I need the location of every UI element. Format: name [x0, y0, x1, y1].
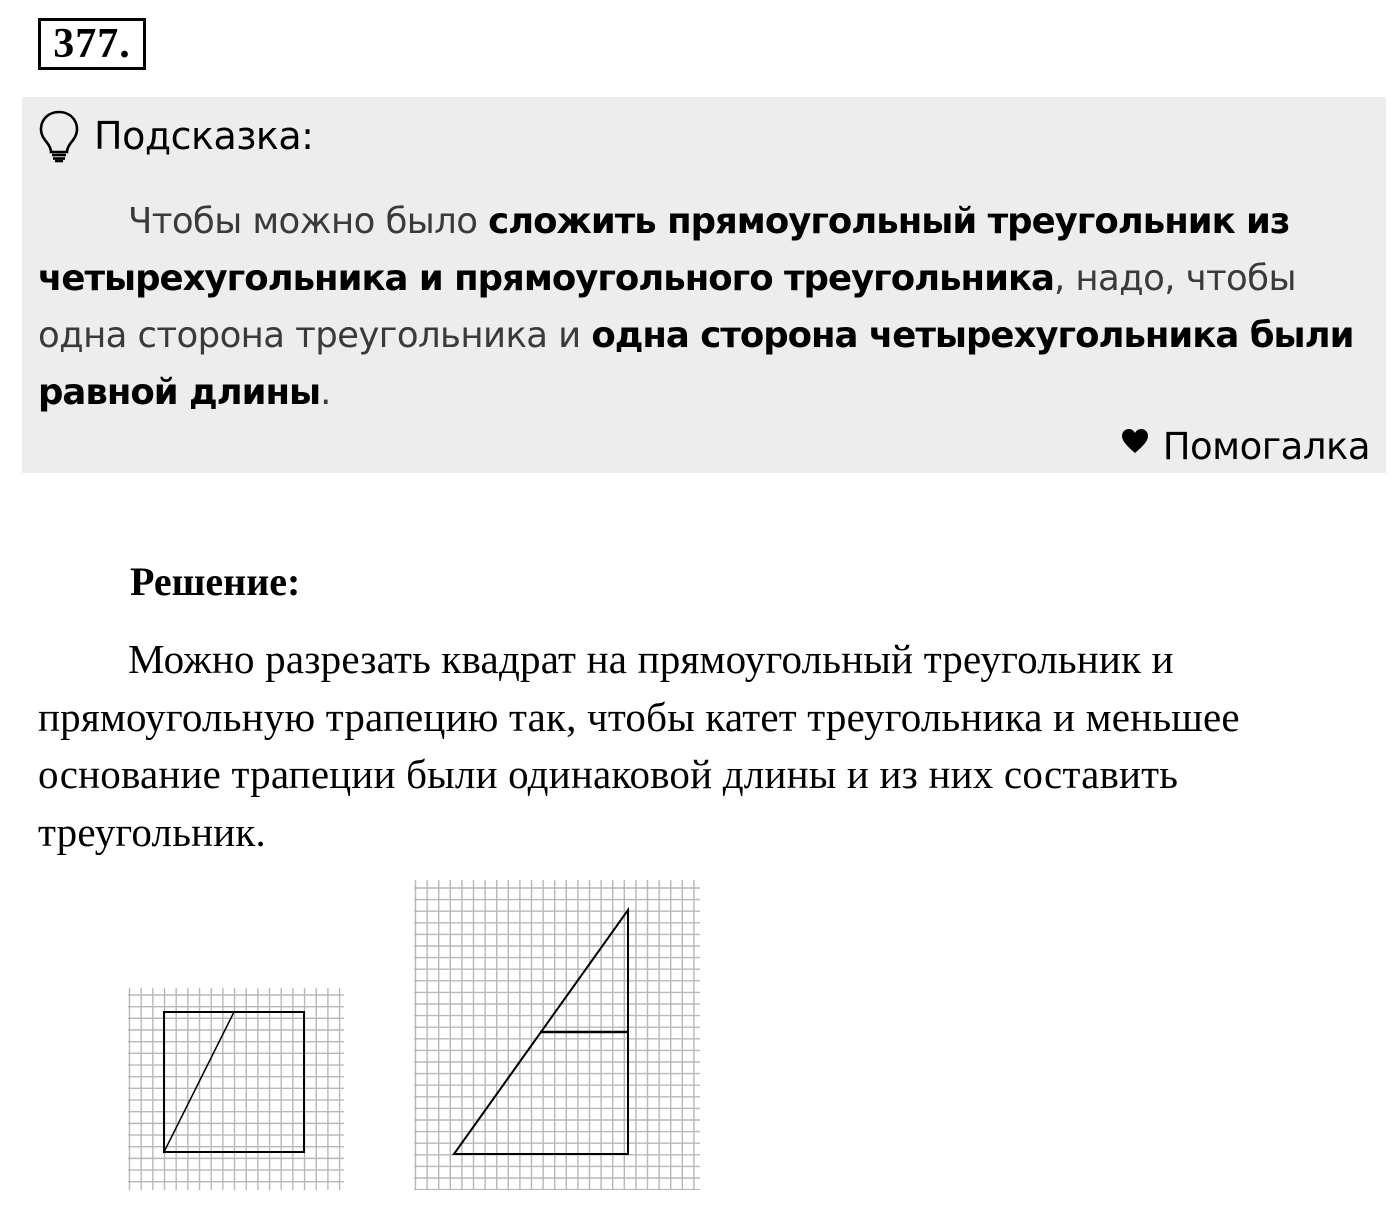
- hint-text-part: .: [320, 372, 331, 413]
- heart-icon: [1121, 428, 1149, 454]
- task-number: 377.: [38, 18, 146, 70]
- hint-source-label: Помогалка: [1162, 424, 1370, 468]
- square-cut-figure: [128, 988, 344, 1190]
- solution-text: Можно разрезать квадрат на прямоугольный треугольник и прямоугольную трапецию так, чтобы катет треугольника и меньшее основание трапеции были одинаковой длины и из них составить треугольник.: [38, 636, 1240, 855]
- hint-text: [38, 193, 1368, 421]
- hint-text-emphasis: сложить прямоугольный треугольник из четырехугольника и прямоугольного треугольника: [38, 201, 1290, 299]
- hint-text-part: , надо, чтобы одна сторона треугольника и: [38, 258, 1296, 356]
- hint-text-emphasis: одна сторона четырехугольника были равной длины: [38, 315, 1354, 413]
- hint-source[interactable]: [1121, 418, 1370, 474]
- grid-lines: [128, 988, 344, 1190]
- hint-text-part: Чтобы можно было: [128, 201, 489, 242]
- assembled-triangle-figure: [414, 880, 700, 1190]
- hint-title: Подсказка:: [94, 114, 314, 158]
- hint-header: [36, 108, 313, 164]
- solution-heading: Решение:: [130, 559, 301, 604]
- grid-lines: [414, 880, 700, 1190]
- lightbulb-icon: [36, 108, 82, 164]
